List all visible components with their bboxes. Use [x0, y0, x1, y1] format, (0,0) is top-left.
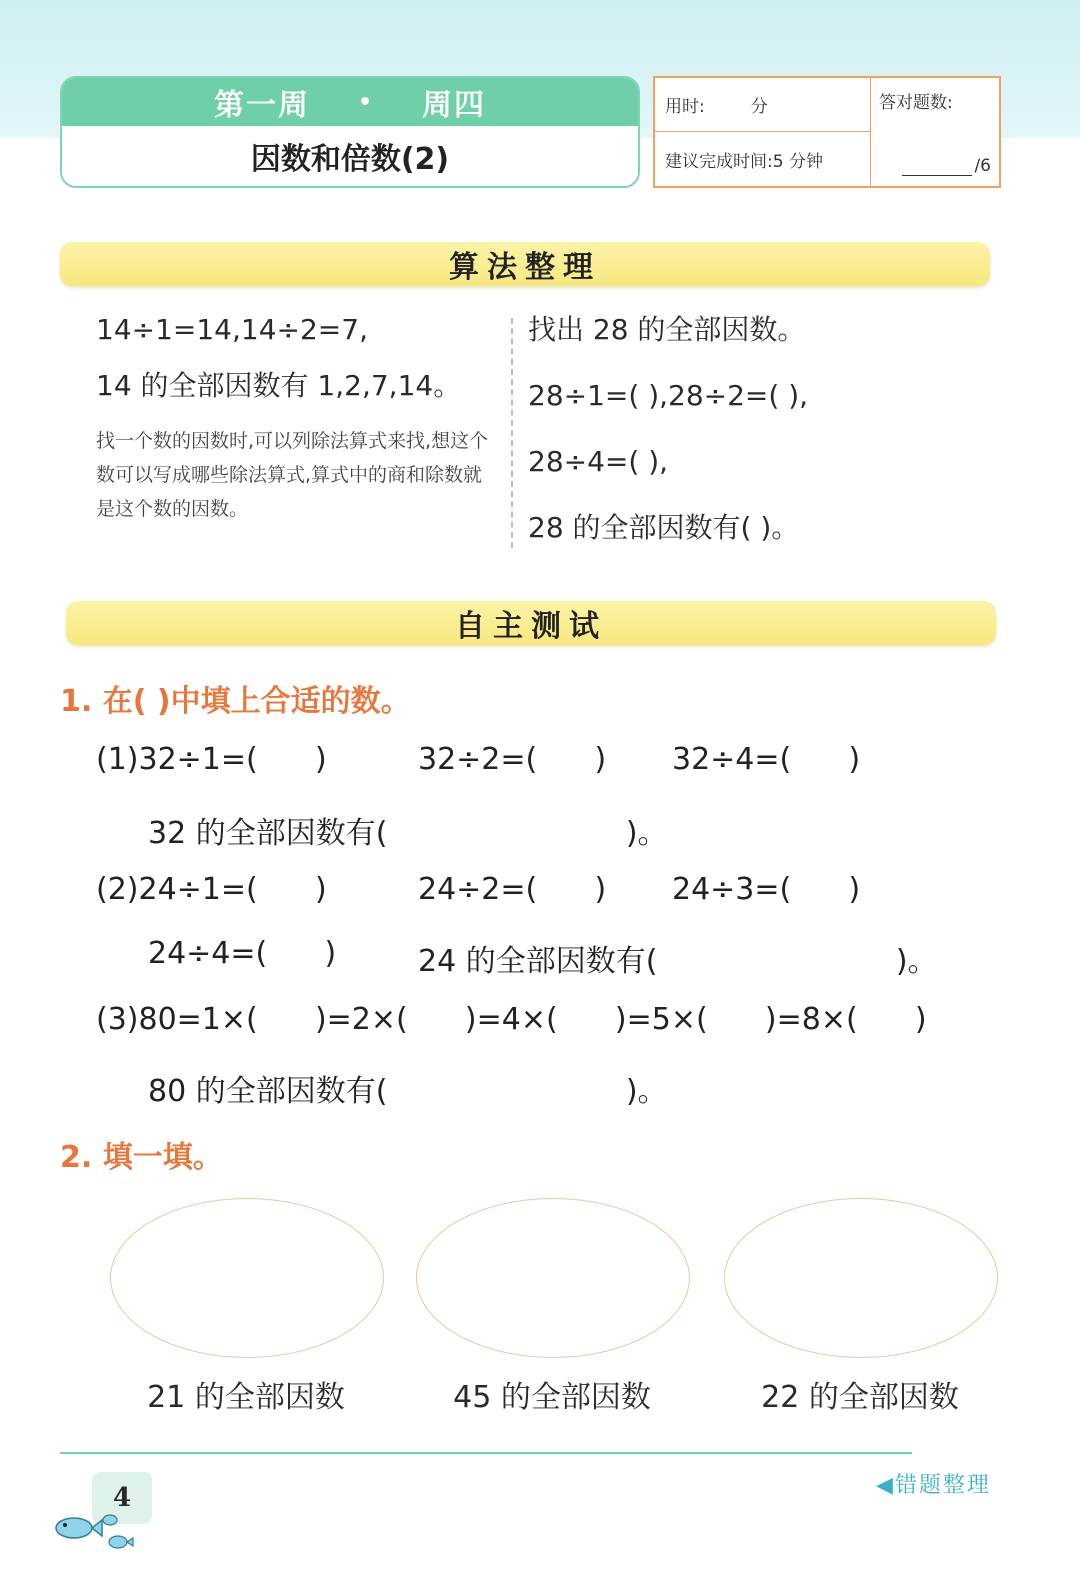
algorithm-example [96, 308, 501, 526]
answer-oval-45[interactable] [416, 1198, 690, 1358]
oval-label-45: 45 的全部因数 [453, 1380, 651, 1415]
q1-row1-b[interactable]: 32÷2=( ) [418, 742, 607, 777]
suggest-cell [655, 132, 871, 186]
section-banner-self-test: 自主测试 [66, 601, 996, 645]
q1-row2-d[interactable]: 24÷4=( ) [148, 936, 337, 971]
answer-oval-21[interactable] [110, 1198, 384, 1358]
lesson-title: 因数和倍数(2) [250, 142, 450, 177]
q1-row2-a[interactable]: (2)24÷1=( ) [96, 872, 327, 907]
question-1-title: 1. 在( )中填上合适的数。 [60, 684, 411, 719]
q1-row2-c[interactable]: 24÷3=( ) [672, 872, 861, 907]
question-2-title: 2. 填一填。 [60, 1140, 223, 1175]
separator-dot: • [357, 89, 375, 115]
oval-label-21: 21 的全部因数 [147, 1380, 345, 1415]
practice-line-1: 找出 28 的全部因数。 [528, 313, 806, 346]
page-number: 4 [92, 1472, 152, 1524]
q1-row1-a[interactable]: (1)32÷1=( ) [96, 742, 327, 777]
q1-row3-b[interactable]: 80 的全部因数有( )。 [148, 1074, 668, 1109]
answer-oval-22[interactable] [724, 1198, 998, 1358]
q1-row2-b[interactable]: 24÷2=( ) [418, 872, 607, 907]
fish-decoration-icon [52, 1508, 142, 1554]
time-label: 用时: [665, 97, 705, 117]
algorithm-practice [528, 308, 998, 572]
vertical-divider [511, 318, 513, 548]
lesson-header [60, 76, 640, 188]
time-cell[interactable] [655, 78, 871, 132]
score-cell[interactable] [871, 78, 999, 186]
section-banner-algorithm: 算法整理 [60, 242, 990, 286]
day-label: 周四 [422, 88, 487, 123]
week-label: 第一周 [213, 88, 310, 123]
example-line-1: 14÷1=14,14÷2=7, [96, 313, 368, 346]
score-total: /6 [974, 156, 991, 176]
week-day-bar [62, 78, 638, 126]
q1-row1-c[interactable]: 32÷4=( ) [672, 742, 861, 777]
mistake-review-link[interactable]: ◀错题整理 [876, 1473, 991, 1498]
info-table [653, 76, 1001, 188]
practice-line-3[interactable]: 28÷4=( ), [528, 445, 669, 478]
q1-row3-a[interactable]: (3)80=1×( )=2×( )=4×( )=5×( )=8×( ) [96, 1002, 927, 1037]
footer-rule [60, 1452, 912, 1454]
practice-line-4[interactable]: 28 的全部因数有( )。 [528, 511, 800, 544]
suggest-time: 建议完成时间:5 分钟 [665, 151, 823, 172]
oval-label-22: 22 的全部因数 [761, 1380, 959, 1415]
practice-line-2[interactable]: 28÷1=( ),28÷2=( ), [528, 379, 809, 412]
method-tip: 找一个数的因数时,可以列除法算式来找,想这个数可以写成哪些除法算式,算式中的商和除数就是这个数的因数。 [96, 430, 489, 520]
correct-label: 答对题数: [879, 93, 953, 113]
time-unit: 分 [750, 97, 768, 117]
score-line [902, 156, 991, 176]
score-blank[interactable] [902, 157, 972, 176]
example-line-2: 14 的全部因数有 1,2,7,14。 [96, 369, 462, 402]
q1-row1-d[interactable]: 32 的全部因数有( )。 [148, 816, 668, 851]
q1-row2-e[interactable]: 24 的全部因数有( )。 [418, 944, 938, 979]
